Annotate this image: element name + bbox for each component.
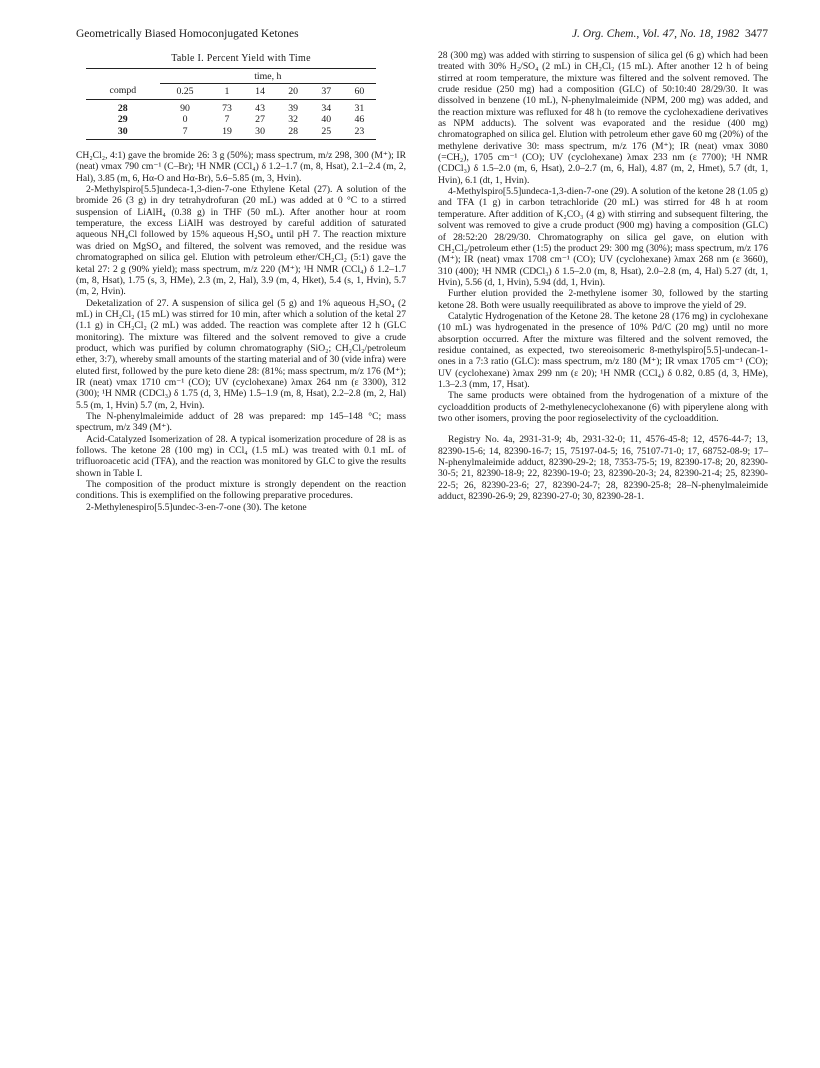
table-time-header-row <box>86 69 376 83</box>
table-title: Table I. Percent Yield with Time <box>171 53 311 64</box>
compd-cell: 28 <box>117 103 128 115</box>
table-cell: 25 <box>310 126 343 140</box>
table-column-header-row <box>86 83 376 99</box>
table-cell: 43 <box>255 103 265 115</box>
time-col: 60 <box>343 83 376 99</box>
table-row <box>86 114 376 125</box>
paragraph: Catalytic Hydrogenation of the Ketone 28. The ketone 28 (176 mg) in cyclohexane (10 mL) was hydrogenated in the presence of 10% Pd/C (20 mg) until no more absorption occurred. After the mixture was filtered and the solvent removed, the residue contained, as expected, two stereoisomeric 8-methylspiro[5.5]-undecan-1-ones in a 7:3 ratio (GLC): mass spectrum, m/z 180 (M⁺); IR νmax 1705 cm⁻¹ (CO); UV (cyclohexane) λmax 299 nm (ε 20); ¹H NMR (CCl₄) δ 0.82, 0.85 (d, 3, HMe), 1.3–2.3 (mm, 17, Hsat). <box>438 310 768 390</box>
paragraph: The same products were obtained from the hydrogenation of a mixture of the cycloaddition products of 2-methylenecyclohexanone (6) with piperylene along with two other isomers, proving the poor regioselectivity of the cycloaddition. <box>438 390 768 424</box>
paragraph: 2-Methylenespiro[5.5]undec-3-en-7-one (30). The ketone <box>86 501 307 513</box>
table-cell: 31 <box>354 103 365 115</box>
time-col: 14 <box>244 83 277 99</box>
time-col: 37 <box>310 83 343 99</box>
table-cell: 7 <box>160 126 211 140</box>
yield-table <box>86 68 376 140</box>
table-cell: 19 <box>210 126 243 140</box>
table-cell: 34 <box>321 103 332 115</box>
table-cell: 46 <box>354 114 365 126</box>
table-row <box>86 100 376 115</box>
paragraph: CH₂Cl₂, 4:1) gave the bromide 26: 3 g (50%); mass spectrum, m/z 298, 300 (M⁺); IR (neat) νmax 790 cm⁻¹ (C–Br); ¹H NMR (CCl₄) δ 1.2–1.7 (m, 8, Hsat), 2.1–2.4 (m, 2, Hal), 3.85 (m, 6, Hα-O and Hα-Br), 5.6–5.85 (m, 3, Hvin). <box>76 150 406 184</box>
right-column <box>438 50 768 502</box>
time-col: 1 <box>210 83 243 99</box>
table-cell: 27 <box>255 114 265 126</box>
table-cell: 32 <box>288 114 299 126</box>
running-title: Geometrically Biased Homoconjugated Ketones <box>76 28 299 40</box>
table-row <box>86 126 376 140</box>
paragraph: 2-Methylspiro[5.5]undeca-1,3-dien-7-one Ethylene Ketal (27). A solution of the bromide 26 (3 g) in dry tetrahydrofuran (20 mL) was added at 0 °C to a stirred suspension of LiAlH₄ (0.38 g) in THF (50 mL). After another hour at room temperature, the excess LiAlH was destroyed by careful addition of saturated aqueous NH₄Cl followed by 15% aqueous H₂SO₄ until pH 7. The reaction mixture was dried on MgSO₄ and filtered, the solvent was removed, and the residue was chromatographed on silica gel. Elution with petroleum ether/CH₂Cl₂ (5:1) gave the ketal 27: 2 g (90% yield); mass spectrum, m/z 220 (M⁺); ¹H NMR (CCl₄) δ 1.2–1.7 (m, 8, Hsat), 1.75 (s, 3, HMe), 2.3 (m, 2, Hal), 3.9 (m, 4, Hket), 5.4 (s, 1, Hvin), 5.7 (m, 2, Hvin). <box>76 184 406 298</box>
table-cell: 28 <box>277 126 310 140</box>
page-number: 3477 <box>745 28 768 40</box>
page-header <box>76 28 768 46</box>
journal-citation <box>572 28 768 40</box>
table-cell: 39 <box>288 103 299 115</box>
journal-volume: Vol. 47, No. 18, 1982 <box>642 28 740 40</box>
paragraph: Acid-Catalyzed Isomerization of 28. A typical isomerization procedure of 28 is as follows. The ketone 28 (100 mg) in CCl₄ (1.5 mL) was treated with 0.1 mL of trifluoroacetic acid (TFA), and the reaction was monitored by GLC to give the results shown in Table I. <box>76 433 406 479</box>
compd-cell: 30 <box>86 126 160 140</box>
table-cell: 73 <box>222 103 232 115</box>
paragraph: Deketalization of 27. A suspension of silica gel (5 g) and 1% aqueous H₂SO₄ (2 mL) in CH₂Cl₂ (15 mL) was stirred for 10 min, after which a solution of the ketal 27 (1.1 g) in CH₂Cl₂ (2 mL) was added. The reaction was complete after 12 h (GLC monitoring). The mixture was filtered and the solvent removed to give a crude product, which was purified by column chromatography (SiO₂; CH₂Cl₂/petroleum ether, 3:7), whereby small amounts of the starting material and of 30 (vide infra) were eluted first, followed by the pure keto diene 28: (81%; mass spectrum, m/z 176 (M⁺); IR (neat) νmax 1710 cm⁻¹ (CO); UV (cyclohexane) λmax 264 nm (ε 3300), 312 (300); ¹H NMR (CDCl₃) δ 1.75 (d, 3, HMe) 1.5–1.9 (m, 8, Hsat), 2.2–2.8 (m, 2, Hal) 5.5 (m, 1, Hvin) 5.7 (m, 2, Hvin). <box>76 297 406 411</box>
paragraph: Further elution provided the 2-methylene isomer 30, followed by the starting ketone 28. Both were usually reequilibrated as above to improve the yield of 29. <box>438 288 768 311</box>
time-col: 0.25 <box>160 83 211 99</box>
table-cell: 30 <box>244 126 277 140</box>
time-col: 20 <box>277 83 310 99</box>
registry-paragraph: Registry No. 4a, 2931-31-9; 4b, 2931-32-0; 11, 4576-45-8; 12, 4576-44-7; 13, 82390-15-6; 14, 82390-16-7; 15, 75197-04-5; 16, 75107-71-0; 17, 68752-08-9; 17–N-phenylmaleimide adduct, 82390-29-2; 18, 7353-75-5; 19, 82390-17-8; 20, 82390-30-5; 21, 82390-18-9; 22, 82390-19-0; 23, 82390-20-3; 24, 82390-21-4; 25, 82390-22-5; 26, 82390-23-6; 27, 82390-24-7; 28, 82390-25-8; 28–N-phenylmaleimide adduct, 82390-26-9; 29, 82390-27-0; 30, 82390-28-1. <box>438 434 768 503</box>
table-cell: 90 <box>180 103 190 115</box>
paragraph: 4-Methylspiro[5.5]undeca-1,3-dien-7-one (29). A solution of the ketone 28 (1.05 g) and TFA (1 g) in carbon tetrachloride (20 mL) was stirred for 48 h at room temperature. After addition of K₂CO₃ (4 g) with stirring and subsequent filtering, the solvent was removed to give a crude product (900 mg) having a composition (GLC) of 28:52:20 28/29/30. Chromatography on silica gel gave, on elution with CH₂Cl₂/petroleum ether (1:5) the product 29: 300 mg (30%); mass spectrum, m/z 176 (M⁺); IR (neat) νmax 1708 cm⁻¹ (CO); UV (cyclohexane) λmax 268 nm (ε 3660), 310 (400); ¹H NMR (CDCl₃) δ 1.5–2.0 (m, 8, Hsat), 2.0–2.8 (m, 4, Hal) 5.27 (dt, 1, Hvin), 5.56 (d, 1, Hvin), 5.94 (dd, 1, Hvin). <box>438 186 768 288</box>
table-cell: 0 <box>182 114 188 126</box>
paragraph: The N-phenylmaleimide adduct of 28 was prepared: mp 145–148 °C; mass spectrum, m/z 349 (M⁺). <box>76 410 406 434</box>
table-cell: 23 <box>343 126 376 140</box>
left-column <box>76 50 406 513</box>
paragraph: The composition of the product mixture is strongly dependent on the reaction conditions. This is exemplified on the following preparative procedures. <box>76 479 406 502</box>
table-cell: 7 <box>224 114 230 126</box>
table-cell: 40 <box>321 114 332 126</box>
compd-header: compd <box>86 83 160 99</box>
journal-name: J. Org. Chem., <box>571 28 640 40</box>
compd-cell: 29 <box>117 114 128 126</box>
time-header: time, h <box>160 69 376 83</box>
paragraph: 28 (300 mg) was added with stirring to suspension of silica gel (6 g) which had been treated with 30% H₂/SO₄ (2 mL) in CH₂Cl₂ (15 mL). After another 12 h of being stirred at room temperature, the mixture was filtered and the solvent removed. The crude residue (250 mg) had a composition (GLC) of 50:10:40 28/29/30. It was dissolved in benzene (10 mL), N-phenylmaleimide (NPM, 200 mg) was added, and the reaction mixture was refluxed for 48 h (to remove the cyclohexadiene derivatives as NPM adducts). The solvent was evaporated and the residue (400 mg) chromatographed on silica gel. Elution with petroleum ether gave 60 mg (20%) of the methylene derivative 30: mass spectrum, m/z 176 (M⁺); IR (neat) νmax 3080 (=CH₂), 1705 cm⁻¹ (CO); UV (cyclohexane) λmax 233 nm (ε 7700); ¹H NMR (CDCl₃) δ 1.5–2.0 (m, 6, Hsat), 2.0–2.7 (m, 6, Hal), 4.87 (m, 2, Hmet), 5.7 (dt, 1, Hvin), 6.1 (dt, 1, Hvin). <box>438 50 768 186</box>
